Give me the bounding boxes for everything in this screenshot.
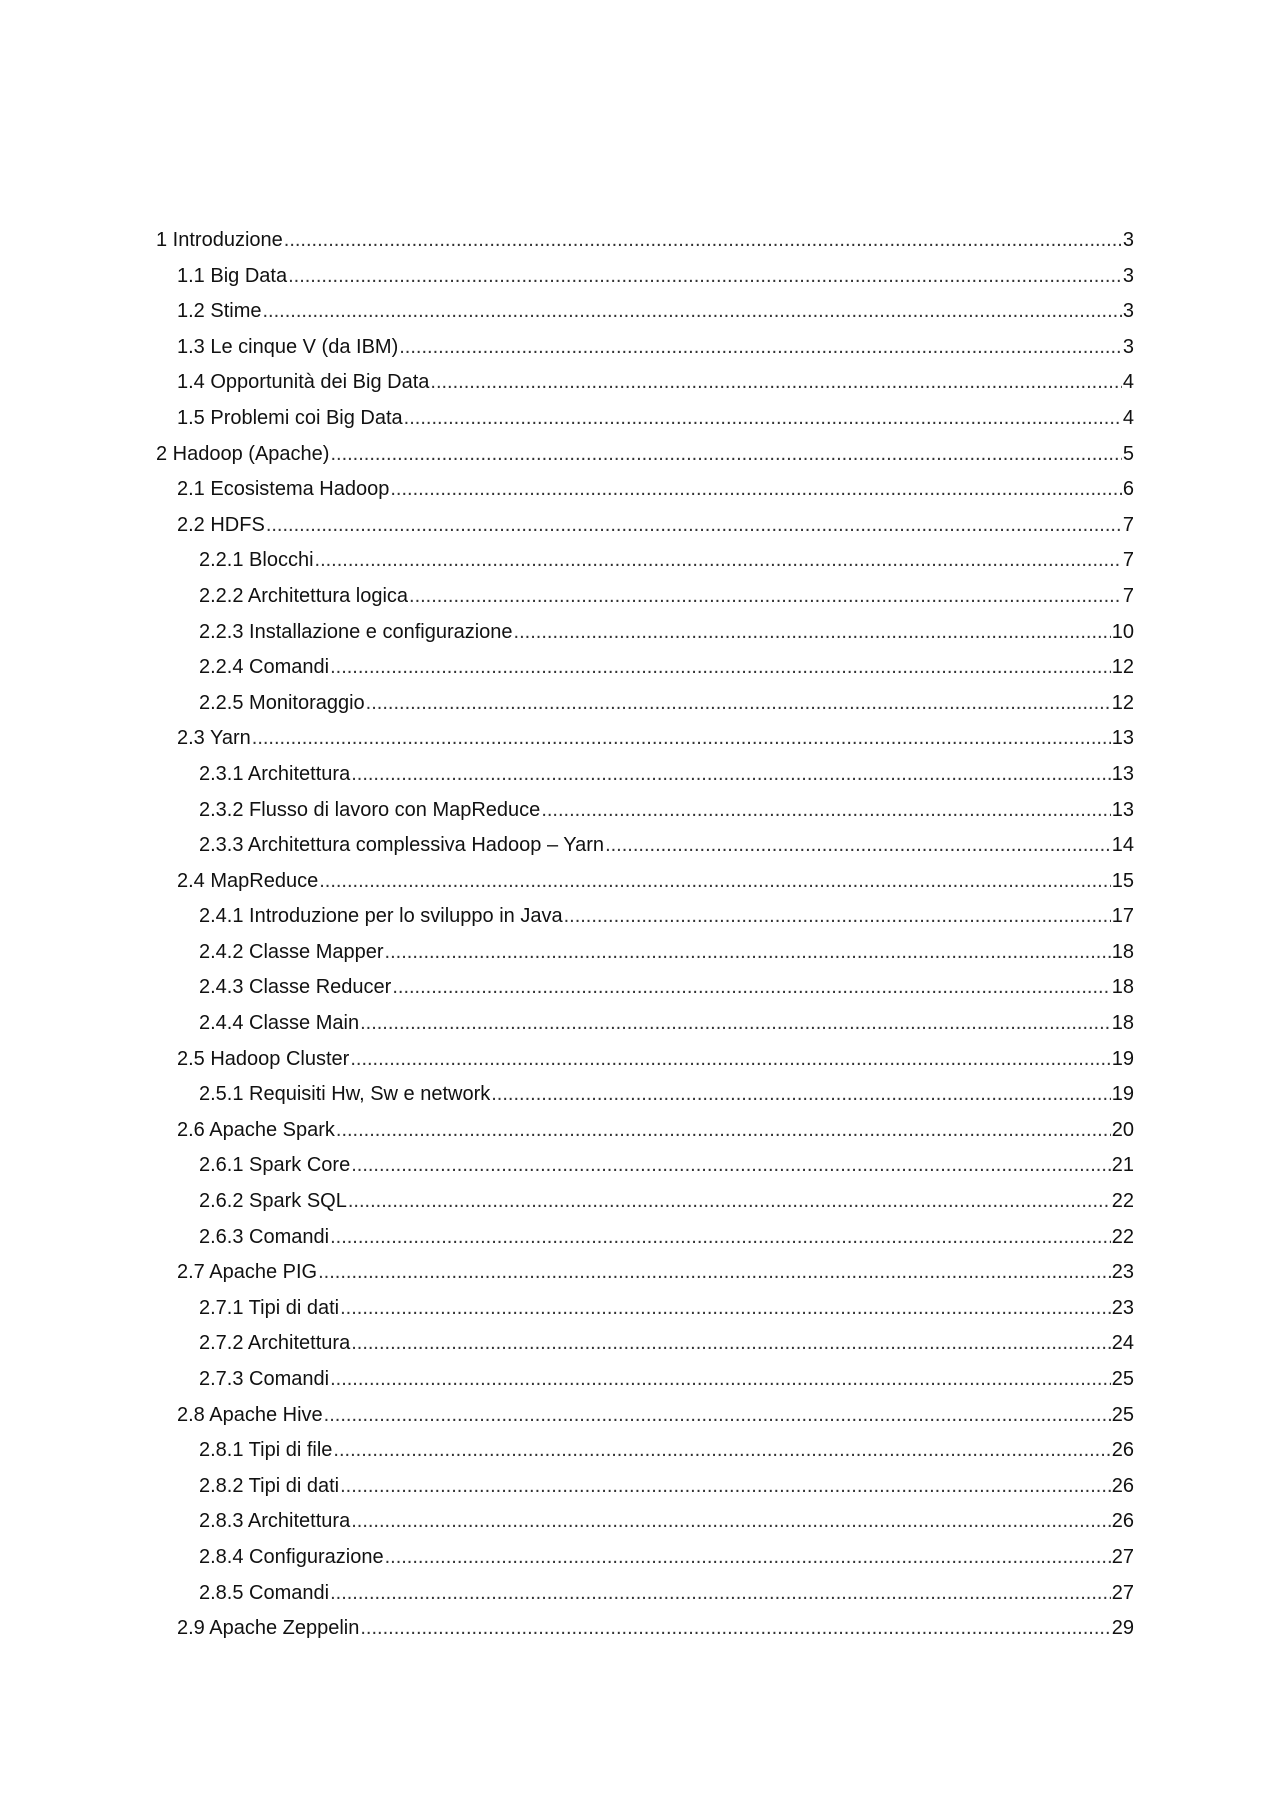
toc-entry-page-number: 13 <box>1111 727 1134 750</box>
toc-entry-title: 2.4 MapReduce <box>177 869 319 892</box>
toc-entry-level-3[interactable] <box>156 1326 1134 1362</box>
toc-dot-leader <box>409 579 1122 615</box>
toc-dot-leader <box>390 472 1122 508</box>
toc-entry-title: 1.5 Problemi coi Big Data <box>177 406 403 429</box>
toc-entry-page-number: 23 <box>1111 1261 1134 1284</box>
toc-entry-page-number: 6 <box>1122 478 1134 501</box>
toc-entry-page-number: 27 <box>1111 1581 1134 1604</box>
toc-dot-leader <box>266 508 1122 544</box>
toc-dot-leader <box>392 970 1110 1006</box>
toc-dot-leader <box>385 1540 1111 1576</box>
toc-entry-title: 2.2.3 Installazione e configurazione <box>199 620 513 643</box>
toc-entry-title: 1 Introduzione <box>156 229 283 251</box>
toc-entry-title: 1.1 Big Data <box>177 264 288 287</box>
toc-entry-title: 2.7.1 Tipi di dati <box>199 1296 340 1319</box>
toc-entry-page-number: 3 <box>1122 300 1134 323</box>
toc-entry-page-number: 4 <box>1122 406 1134 429</box>
toc-entry-level-2[interactable] <box>156 365 1134 401</box>
toc-entry-page-number: 17 <box>1111 905 1134 928</box>
toc-entry-title: 2.2.4 Comandi <box>199 656 330 679</box>
toc-entry-title: 2.3.3 Architettura complessiva Hadoop – Yarn <box>199 834 605 857</box>
toc-dot-leader <box>319 864 1111 900</box>
toc-dot-leader <box>330 650 1111 686</box>
toc-dot-leader <box>315 543 1122 579</box>
toc-dot-leader <box>351 1504 1111 1540</box>
toc-dot-leader <box>430 365 1121 401</box>
toc-entry-page-number: 14 <box>1111 834 1134 857</box>
toc-entry-page-number: 19 <box>1111 1047 1134 1070</box>
toc-entry-level-3[interactable] <box>156 1006 1134 1042</box>
toc-dot-leader <box>351 1326 1111 1362</box>
toc-dot-leader <box>330 1362 1111 1398</box>
toc-entry-page-number: 25 <box>1111 1403 1134 1426</box>
toc-dot-leader <box>262 294 1121 330</box>
toc-entry-level-3[interactable] <box>156 793 1134 829</box>
toc-entry-level-3[interactable] <box>156 1184 1134 1220</box>
toc-entry-level-3[interactable] <box>156 1504 1134 1540</box>
toc-entry-page-number: 26 <box>1111 1510 1134 1533</box>
toc-entry-page-number: 18 <box>1111 976 1134 999</box>
toc-dot-leader <box>340 1291 1111 1327</box>
toc-dot-leader <box>330 1576 1111 1612</box>
toc-entry-level-3[interactable] <box>156 1576 1134 1612</box>
toc-entry-level-3[interactable] <box>156 1433 1134 1469</box>
toc-entry-page-number: 7 <box>1122 584 1134 607</box>
toc-entry-page-number: 18 <box>1111 1012 1134 1035</box>
toc-dot-leader <box>333 1433 1110 1469</box>
toc-entry-title: 2.1 Ecosistema Hadoop <box>177 478 390 501</box>
toc-entry-page-number: 3 <box>1122 335 1134 358</box>
toc-entry-page-number: 24 <box>1111 1332 1134 1355</box>
toc-entry-level-2[interactable] <box>156 1255 1134 1291</box>
toc-entry-page-number: 4 <box>1122 371 1134 394</box>
toc-entry-title: 1.3 Le cinque V (da IBM) <box>177 335 399 358</box>
toc-entry-title: 2.9 Apache Zeppelin <box>177 1617 360 1640</box>
toc-dot-leader <box>399 330 1122 366</box>
toc-entry-level-2[interactable] <box>156 864 1134 900</box>
toc-entry-level-3[interactable] <box>156 899 1134 935</box>
toc-dot-leader <box>351 757 1111 793</box>
toc-entry-level-2[interactable] <box>156 472 1134 508</box>
toc-entry-level-3[interactable] <box>156 650 1134 686</box>
toc-entry-level-2[interactable] <box>156 330 1134 366</box>
table-of-contents <box>156 223 1134 1647</box>
toc-entry-page-number: 3 <box>1122 229 1134 251</box>
toc-entry-page-number: 13 <box>1111 762 1134 785</box>
toc-entry-title: 2.2.2 Architettura logica <box>199 584 409 607</box>
toc-entry-page-number: 15 <box>1111 869 1134 892</box>
toc-entry-title: 2.8.5 Comandi <box>199 1581 330 1604</box>
toc-entry-title: 2.5 Hadoop Cluster <box>177 1047 350 1070</box>
toc-entry-level-3[interactable] <box>156 579 1134 615</box>
toc-entry-page-number: 20 <box>1111 1118 1134 1141</box>
toc-entry-page-number: 19 <box>1111 1083 1134 1106</box>
toc-entry-level-3[interactable] <box>156 686 1134 722</box>
toc-dot-leader <box>514 615 1111 651</box>
toc-dot-leader <box>284 223 1122 259</box>
toc-entry-page-number: 7 <box>1122 549 1134 572</box>
toc-entry-title: 2.7 Apache PIG <box>177 1261 318 1284</box>
toc-entry-page-number: 13 <box>1111 798 1134 821</box>
toc-entry-page-number: 3 <box>1122 264 1134 287</box>
toc-dot-leader <box>330 1220 1111 1256</box>
toc-entry-title: 1.2 Stime <box>177 300 262 323</box>
toc-entry-level-3[interactable] <box>156 828 1134 864</box>
toc-entry-title: 2.4.1 Introduzione per lo sviluppo in Java <box>199 905 563 928</box>
toc-dot-leader <box>288 259 1122 295</box>
toc-dot-leader <box>366 686 1111 722</box>
toc-entry-level-1[interactable] <box>156 437 1134 473</box>
toc-dot-leader <box>360 1006 1111 1042</box>
toc-entry-title: 2 Hadoop (Apache) <box>156 442 330 465</box>
toc-dot-leader <box>360 1611 1110 1647</box>
toc-entry-level-3[interactable] <box>156 1077 1134 1113</box>
toc-entry-title: 2.8.4 Configurazione <box>199 1545 384 1568</box>
toc-dot-leader <box>605 828 1111 864</box>
toc-entry-title: 2.4.2 Classe Mapper <box>199 940 384 963</box>
toc-entry-level-2[interactable] <box>156 294 1134 330</box>
toc-entry-level-2[interactable] <box>156 1042 1134 1078</box>
toc-entry-page-number: 27 <box>1111 1545 1134 1568</box>
toc-entry-title: 2.4.3 Classe Reducer <box>199 976 392 999</box>
toc-entry-page-number: 10 <box>1111 620 1134 643</box>
toc-entry-title: 1.4 Opportunità dei Big Data <box>177 371 430 394</box>
toc-dot-leader <box>350 1042 1110 1078</box>
toc-entry-level-2[interactable] <box>156 721 1134 757</box>
toc-entry-page-number: 12 <box>1111 691 1134 714</box>
toc-entry-page-number: 5 <box>1122 442 1134 465</box>
toc-entry-level-3[interactable] <box>156 543 1134 579</box>
toc-entry-level-3[interactable] <box>156 1148 1134 1184</box>
toc-entry-page-number: 29 <box>1111 1617 1134 1640</box>
toc-entry-title: 2.4.4 Classe Main <box>199 1012 360 1035</box>
toc-entry-level-3[interactable] <box>156 1291 1134 1327</box>
toc-entry-title: 2.8 Apache Hive <box>177 1403 323 1426</box>
toc-dot-leader <box>330 437 1121 473</box>
toc-entry-title: 2.6 Apache Spark <box>177 1118 335 1141</box>
toc-entry-level-3[interactable] <box>156 1469 1134 1505</box>
toc-entry-level-2[interactable] <box>156 259 1134 295</box>
toc-dot-leader <box>491 1077 1111 1113</box>
toc-dot-leader <box>252 721 1111 757</box>
toc-entry-level-3[interactable] <box>156 1220 1134 1256</box>
toc-entry-title: 2.5.1 Requisiti Hw, Sw e network <box>199 1083 491 1106</box>
toc-entry-title: 2.2.1 Blocchi <box>199 549 314 572</box>
toc-dot-leader <box>564 899 1111 935</box>
toc-entry-level-1[interactable] <box>156 223 1134 259</box>
toc-entry-title: 2.8.3 Architettura <box>199 1510 351 1533</box>
toc-entry-level-3[interactable] <box>156 935 1134 971</box>
toc-entry-page-number: 26 <box>1111 1474 1134 1497</box>
toc-entry-title: 2.8.1 Tipi di file <box>199 1439 333 1462</box>
toc-entry-level-3[interactable] <box>156 1362 1134 1398</box>
toc-entry-title: 2.6.2 Spark SQL <box>199 1190 347 1213</box>
toc-entry-page-number: 22 <box>1111 1190 1134 1213</box>
toc-dot-leader <box>324 1398 1111 1434</box>
toc-entry-page-number: 26 <box>1111 1439 1134 1462</box>
toc-entry-level-2[interactable] <box>156 401 1134 437</box>
toc-entry-level-3[interactable] <box>156 757 1134 793</box>
toc-entry-title: 2.3.2 Flusso di lavoro con MapReduce <box>199 798 541 821</box>
toc-entry-level-3[interactable] <box>156 615 1134 651</box>
toc-dot-leader <box>385 935 1111 971</box>
toc-dot-leader <box>348 1184 1111 1220</box>
toc-entry-title: 2.8.2 Tipi di dati <box>199 1474 340 1497</box>
toc-entry-page-number: 22 <box>1111 1225 1134 1248</box>
toc-entry-title: 2.7.3 Comandi <box>199 1368 330 1390</box>
toc-dot-leader <box>340 1469 1111 1505</box>
toc-entry-level-2[interactable] <box>156 1611 1134 1647</box>
toc-entry-level-2[interactable] <box>156 508 1134 544</box>
toc-dot-leader <box>318 1255 1111 1291</box>
toc-entry-title: 2.2.5 Monitoraggio <box>199 691 365 714</box>
toc-entry-page-number: 7 <box>1122 513 1134 536</box>
toc-entry-title: 2.3.1 Architettura <box>199 762 351 785</box>
toc-dot-leader <box>336 1113 1111 1149</box>
toc-dot-leader <box>404 401 1122 437</box>
toc-entry-level-2[interactable] <box>156 1113 1134 1149</box>
toc-dot-leader <box>541 793 1110 829</box>
toc-dot-leader <box>351 1148 1111 1184</box>
toc-entry-title: 2.3 Yarn <box>177 727 251 750</box>
toc-entry-page-number: 21 <box>1111 1154 1134 1177</box>
toc-entry-page-number: 18 <box>1111 940 1134 963</box>
toc-entry-title: 2.6.1 Spark Core <box>199 1154 351 1177</box>
toc-entry-level-2[interactable] <box>156 1398 1134 1434</box>
toc-entry-level-3[interactable] <box>156 970 1134 1006</box>
toc-entry-page-number: 12 <box>1111 656 1134 679</box>
toc-entry-title: 2.6.3 Comandi <box>199 1225 330 1248</box>
toc-entry-level-3[interactable] <box>156 1540 1134 1576</box>
toc-entry-title: 2.7.2 Architettura <box>199 1332 351 1355</box>
toc-entry-title: 2.2 HDFS <box>177 513 265 536</box>
toc-entry-page-number: 23 <box>1111 1296 1134 1319</box>
toc-entry-page-number: 25 <box>1111 1368 1134 1390</box>
